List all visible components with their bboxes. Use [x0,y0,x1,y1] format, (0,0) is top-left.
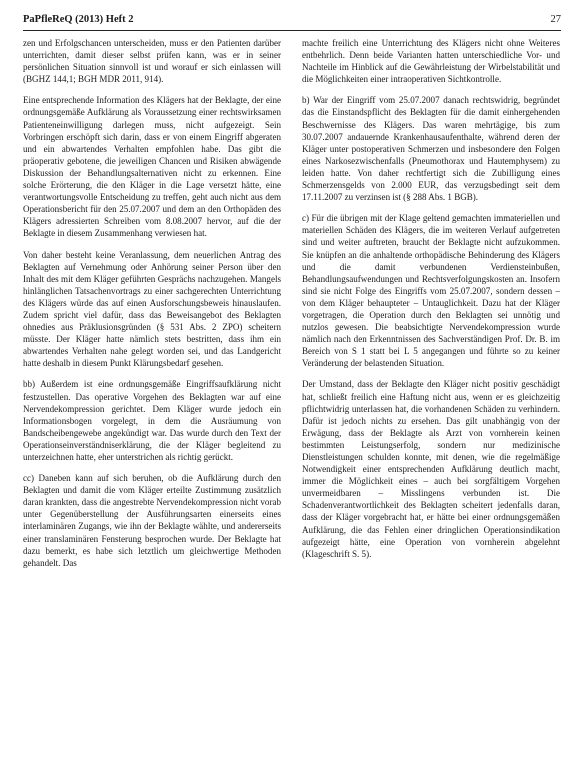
page-header [23,8,561,31]
paragraph: zen und Erfolgschancen unterscheiden, muss er den Patienten darüber unterrichten, damit dieser selbst prüfen kann, was er in seiner persönlichen Situation sinnvoll ist und worauf er sich einlassen will (BGHZ 144,1; BGH MDR 2011, 914). [23,38,281,85]
left-column [23,37,281,578]
page-number: 27 [550,14,561,25]
paragraph: cc) Daneben kann auf sich beruhen, ob die Aufklärung durch den Beklagten und damit die vom Kläger erteilte Zustimmung zusätzlich daran krankten, dass die angestrebte Nervendekompression nicht vorab unter Gegenüberstellung der Ausführungsarten einerseits eines interlaminären Zugangs, wie ihn der Beklagte wählte, und andererseits einer translaminären Fensterung besprochen wurde. Der Beklagte hat dazu bemerkt, es habe sich letztlich um gleichwertige Methoden gehandelt. Das [23,473,281,568]
paragraph: Eine entsprechende Information des Klägers hat der Beklagte, der eine ordnungsgemäße Aufklärung als Voraussetzung einer rechtswirksamen Patienteneinwilligung darlegen muss, nicht aufgezeigt. Sein Vorbringen erschöpft sich darin, dass er von einem Eingriff abgeraten und ein abwartendes Verhalten empfohlen habe. Das gibt die präoperativ gebotene, die jeweiligen Chancen und Risiken abwägende Diskussion der Behandlungsalternativen nicht zu erkennen. Eine solche Erörterung, die den Kläger in die Lage versetzt hätte, eine verantwortungsvolle Entscheidung zu treffen, geht auch nicht aus dem Operationsbericht für den 25.07.2007 und dem an den Orthopäden des Klägers adressierten Schreiben vom 8.08.2007 hervor, auf die der Beklagte in diesem Zusammenhang verwiesen hat. [23,95,281,239]
paragraph: c) Für die übrigen mit der Klage geltend gemachten immateriellen und materiellen Schäden des Klägers, die im weiteren Verlauf aufgetreten sind und weiter auftreten, braucht der Beklagte nicht aufzukommen. Sie knüpfen an die anhaltende orthopädische Behinderung des Klägers und die damit verbundenen Verdiensteinbußen, Behandlungsaufwendungen und Rechtsverfolgungskosten an. Insofern sind sie nicht Folge des Eingriffs vom 25.07.2007, sondern dessen – von dem Kläger behaupteter – Untauglichkeit. Dazu hat der Kläger vorgetragen, die Operation durch den Beklagten sei unnötig und nutzlos gewesen. Die beabsichtigte Nervendekompression wurde nämlich nach den Erkenntnissen des Sachverständigen Prof. Dr. B. im Bereich von S 1 statt bei L 5 angegangen und führte so zu keiner Veränderung der belastenden Situation. [302,213,560,369]
paragraph: Von daher besteht keine Veranlassung, dem neuerlichen Antrag des Beklagten auf Vernehmung oder Anhörung seiner Person über den Inhalt des mit dem Kläger geführten Gesprächs nachzugehen. Mangels hinlänglichen Tatsachenvortrags zu einer sachgerechten Unterrichtung des Klägers würde das auf einen Ausforschungsbeweis hinauslaufen. Zudem spricht viel dafür, dass das Beweisangebot des Beklagten ohnedies aus Präklusionsgründen (§ 531 Abs. 2 ZPO) scheitern müsste. Der Kläger hatte nämlich stets bestritten, dass ihm ein abwartendes Verhalten nahe gelegt worden sei, und das Landgericht hatte deshalb in diesem Punkt Klärungsbedarf gesehen. [23,249,281,369]
paragraph: b) War der Eingriff vom 25.07.2007 danach rechtswidrig, begründet das die Einstandspflicht des Beklagten für die damit einhergehenden Beschwernisse des Klägers. Das waren mehrtägige, bis zum 30.07.2007 andauernde Krankenhausaufenthalte, während deren der Kläger unter postoperativen Schmerzen und insbesondere den Folgen eines Narkosezwischenfalls (Pneumothorax und Hautemphysem) zu leiden hatte. Von daher rechtfertigt sich die Zubilligung eines Schmerzensgelds von 2.000 EUR, das verzugsbedingt seit dem 17.11.2007 zu verzinsen ist (§ 288 Abs. 1 BGB). [302,95,560,203]
right-column [302,37,560,569]
paragraph: machte freilich eine Unterrichtung des Klägers nicht ohne Weiteres entbehrlich. Denn beide Varianten hatten unterschiedliche Vor- und Nachteile im Hinblick auf die Gewährleistung der Wirbelstabilität und die Möglichkeiten einer intraoperativen Sichtkontrolle. [302,38,560,85]
paragraph: Der Umstand, dass der Beklagte den Kläger nicht positiv geschädigt hat, schließt freilich eine Haftung nicht aus, wenn er es gleichzeitig pflichtwidrig unterlassen hat, die vorhandenen Schäden zu verhindern. Dafür ist jedoch nichts zu ersehen. Das gilt unabhängig von der Erwägung, dass der Beklagte als Arzt von vornherein keinen bestimmten Leistungserfolg, sondern nur medizinische Dienstleistungen schulden konnte, mit denen, wie die regelmäßige Notwendigkeit einer entsprechenden Aufklärung deutlich macht, immer die Möglichkeit eines – auch bei sorgfältigem Vorgehen unvermeidbaren – Misslingens verbunden ist. Die Schadenverantwortlichkeit des Beklagten scheitert jedenfalls daran, dass der Kläger vorgebracht hat, er hätte bei einer ordnungsgemäßen Aufklärung, die das Fehlen einer dringlichen Operationsindikation aufgezeigt hätte, eine Operation von vornherein abgelehnt (Klageschrift S. 5). [302,379,560,559]
paragraph: bb) Außerdem ist eine ordnungsgemäße Eingriffsaufklärung nicht festzustellen. Das operative Vorgehen des Beklagten war auf eine Nervendekompression gerichtet. Dem Kläger wurde jedoch ein Informationsbogen vorgelegt, in dem die Ausräumung von Bandscheibengewebe angekündigt war. Das wurde durch den Text der Operationseinverständniserklärung, die der Kläger begleitend zu unterzeichnen hatte, eher unterstrichen als richtig gerückt. [23,379,281,462]
journal-title: PaPfleReQ (2013) Heft 2 [23,14,134,25]
